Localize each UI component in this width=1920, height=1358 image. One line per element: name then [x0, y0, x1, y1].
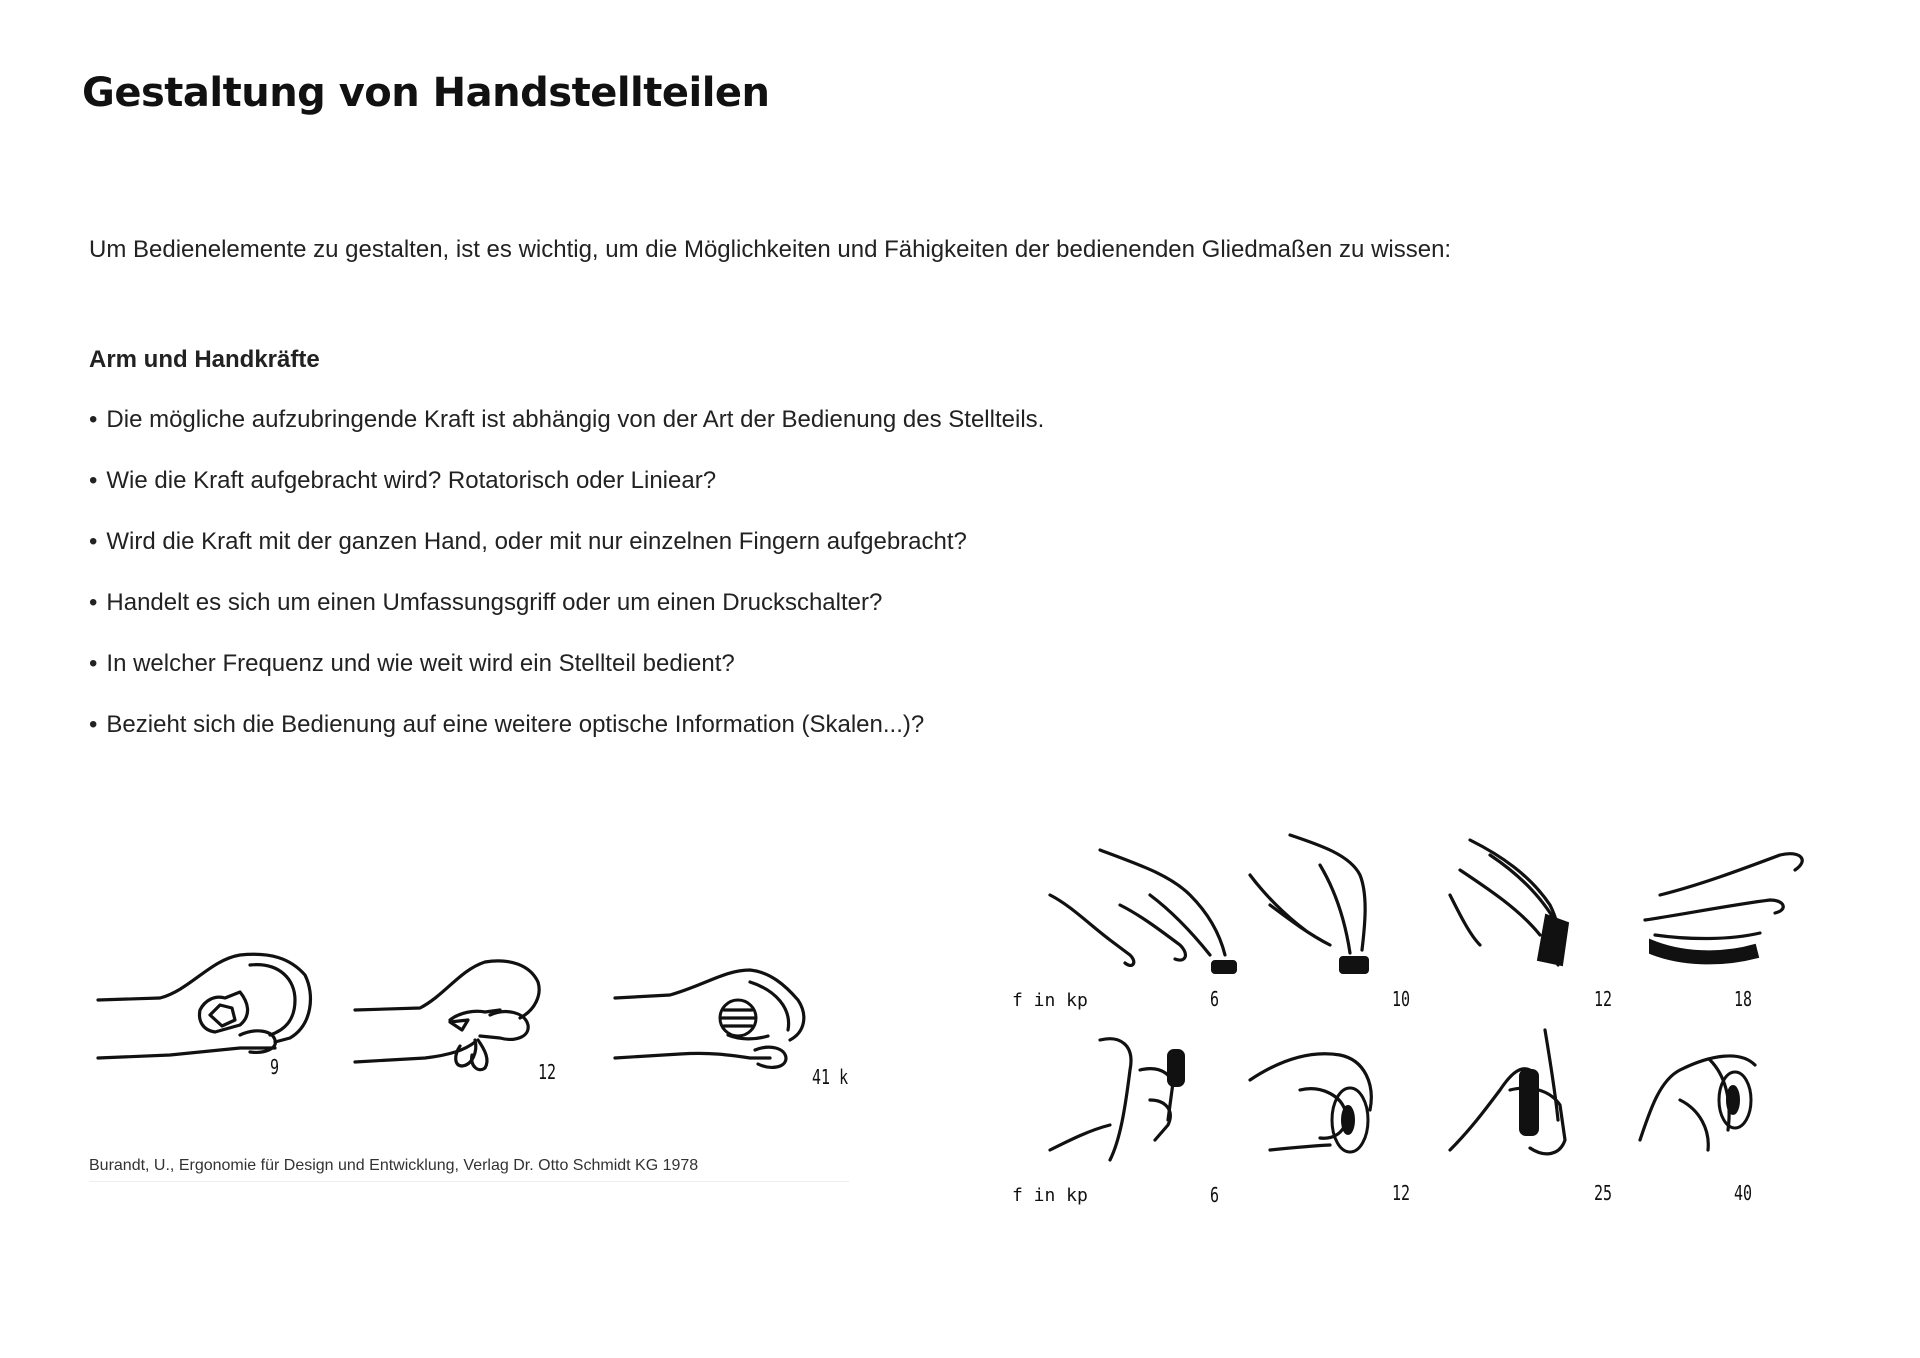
force-value: 25 [1594, 1181, 1613, 1205]
finger-press-drawing [1250, 835, 1368, 973]
page-title: Gestaltung von Handstellteilen [82, 70, 770, 116]
rotary-knob-drawing [1250, 1054, 1371, 1152]
bullet-item: • In welcher Frequenz und wie weit wird ein Stellteil bedient? [89, 649, 1044, 710]
force-value: 6 [1210, 1183, 1220, 1207]
hand-grip-3 [615, 970, 804, 1067]
finger-press-drawing [1050, 850, 1236, 973]
hand-grip-2 [355, 961, 539, 1070]
cylinder-grip-drawing [1050, 1039, 1184, 1160]
bullet-item: • Handelt es sich um einen Umfassungsgriff oder um einen Druckschalter? [89, 588, 1044, 649]
force-value: 18 [1734, 987, 1753, 1011]
knob-grip-drawing [1640, 1056, 1755, 1150]
handle-grip-drawing [1450, 1030, 1565, 1154]
force-value: 41 k [812, 1065, 849, 1089]
bullet-item: • Wie die Kraft aufgebracht wird? Rotatorisch oder Liniear? [89, 466, 1044, 527]
force-value: 10 [1392, 987, 1411, 1011]
force-value: 12 [1594, 987, 1613, 1011]
citation: Burandt, U., Ergonomie für Design und Entwicklung, Verlag Dr. Otto Schmidt KG 1978 [89, 1157, 849, 1182]
intro-text: Um Bedienelemente zu gestalten, ist es wichtig, um die Möglichkeiten und Fähigkeiten der bedienenden Gliedmaßen zu wissen: [89, 236, 1452, 263]
force-table-illustration [1010, 835, 1870, 1215]
palm-press-drawing [1645, 854, 1802, 964]
section-heading: Arm und Handkräfte [89, 346, 320, 373]
force-unit-label: f in kp [1012, 990, 1088, 1011]
force-value: 12 [1392, 1181, 1411, 1205]
grip-illustration-left [90, 940, 870, 1110]
force-value: 40 [1734, 1181, 1753, 1205]
bullet-item: • Bezieht sich die Bedienung auf eine weitere optische Information (Skalen...)? [89, 710, 1044, 771]
force-drawings [1010, 835, 1870, 1215]
force-value: 9 [270, 1055, 280, 1079]
bullet-item: • Wird die Kraft mit der ganzen Hand, oder mit nur einzelnen Fingern aufgebracht? [89, 527, 1044, 588]
force-value: 12 [538, 1060, 557, 1084]
bullet-item: • Die mögliche aufzubringende Kraft ist abhängig von der Art der Bedienung des Stellteils. [89, 405, 1044, 466]
force-unit-label: f in kp [1012, 1185, 1088, 1206]
grip-drawings [90, 940, 870, 1110]
palm-press-drawing [1450, 840, 1568, 965]
hand-grip-1 [98, 954, 310, 1058]
force-value: 6 [1210, 987, 1220, 1011]
bullet-list [89, 405, 1044, 771]
